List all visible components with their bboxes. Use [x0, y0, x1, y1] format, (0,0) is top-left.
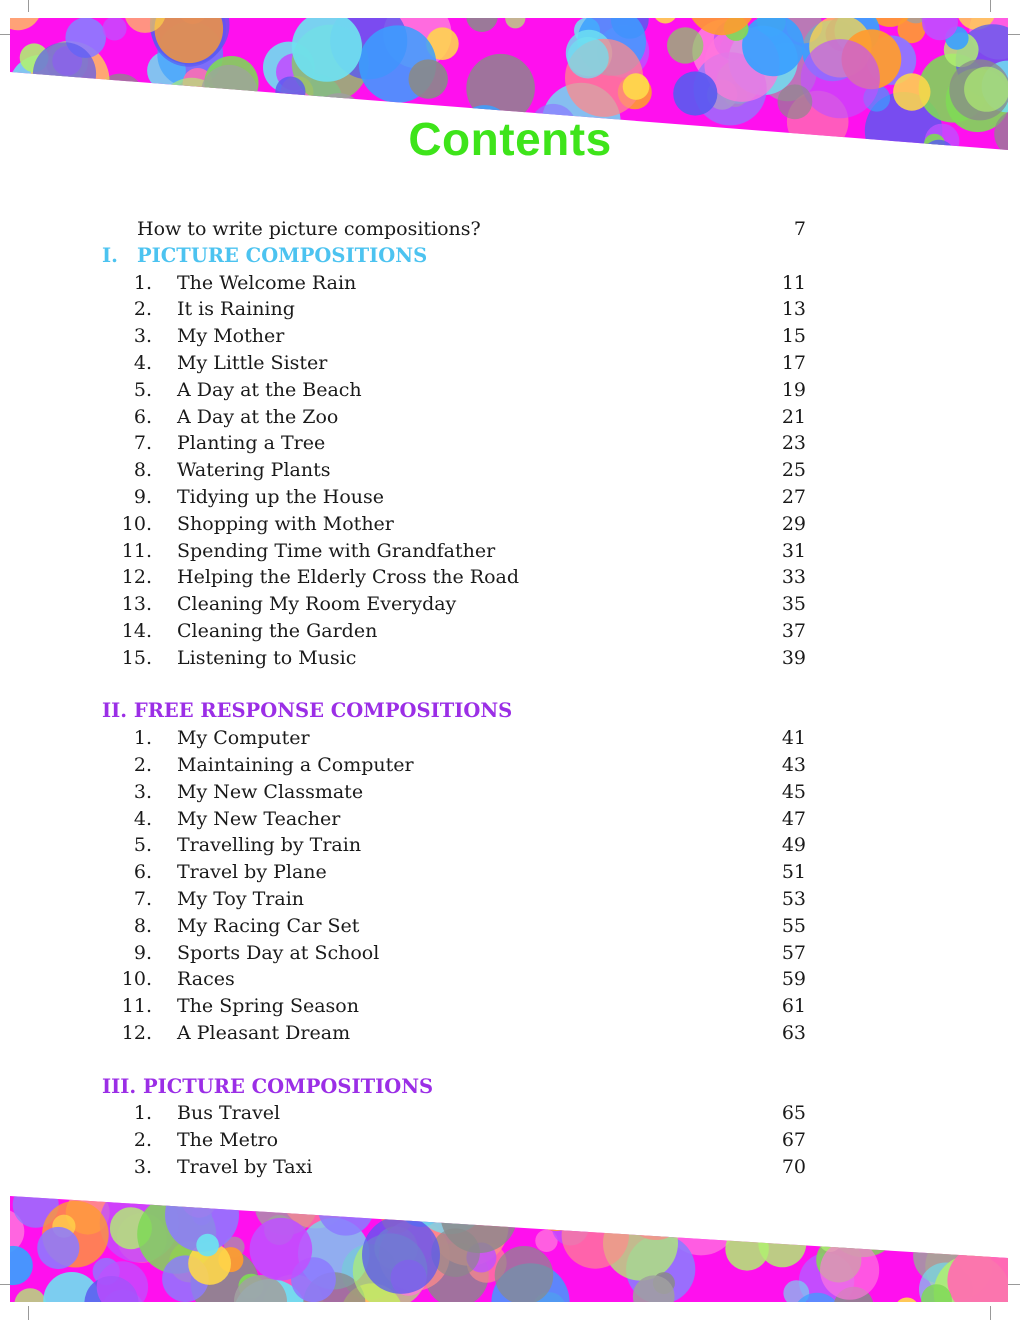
section-title: PICTURE COMPOSITIONS	[142, 1074, 434, 1098]
decorative-bubble	[570, 1190, 614, 1217]
toc-page-number: 43	[781, 753, 806, 776]
decorative-bubble	[567, 37, 609, 79]
decorative-bubble	[824, 1190, 902, 1257]
toc-entry-title: Cleaning My Room Everyday	[177, 593, 457, 616]
toc-page-number: 35	[781, 593, 806, 616]
toc-entry-number: 1.	[133, 1102, 152, 1125]
section-heading[interactable]	[0, 243, 1020, 270]
toc-entry-row[interactable]	[0, 913, 1020, 940]
section-title: PICTURE COMPOSITIONS	[137, 243, 428, 267]
toc-page-number: 13	[781, 298, 806, 321]
toc-entry-title: Listening to Music	[177, 646, 357, 669]
toc-page-number: 59	[781, 968, 806, 991]
toc-page-number: 65	[781, 1102, 806, 1125]
toc-entry-row[interactable]	[0, 993, 1020, 1020]
toc-entry-row[interactable]	[0, 725, 1020, 752]
toc-entry-row[interactable]	[0, 859, 1020, 886]
toc-entry-row[interactable]	[0, 564, 1020, 591]
decorative-bubble	[783, 1280, 809, 1306]
decorative-bubble	[893, 73, 930, 110]
toc-entry-number: 3.	[133, 325, 152, 348]
toc-entry-row[interactable]	[0, 940, 1020, 967]
decorative-bubble	[296, 1190, 322, 1207]
decorative-bubble	[742, 14, 804, 76]
toc-entry-number: 5.	[133, 378, 152, 401]
toc-page-number: 41	[781, 727, 806, 750]
toc-entry-row[interactable]	[0, 645, 1020, 672]
toc-page-number: 53	[781, 887, 806, 910]
toc-entry-row[interactable]	[0, 591, 1020, 618]
toc-page-number: 29	[781, 512, 806, 535]
toc-entry-title: Races	[177, 968, 235, 991]
toc-entry-number: 3.	[133, 780, 152, 803]
toc-entry-row[interactable]	[0, 1020, 1020, 1047]
decorative-bubble	[947, 1246, 1016, 1315]
decorative-bubble	[275, 77, 305, 107]
toc-entry-row[interactable]	[0, 404, 1020, 431]
toc-intro-row[interactable]	[0, 216, 1020, 243]
toc-entry-title: It is Raining	[177, 298, 295, 321]
bubble-pattern-bottom	[0, 1190, 1020, 1320]
toc-entry-title: A Day at the Beach	[177, 378, 362, 401]
decorative-bubble	[626, 1190, 687, 1240]
decorative-bubble	[921, 1284, 952, 1315]
decorative-bubble	[37, 1227, 79, 1269]
toc-page-number: 7	[793, 218, 806, 240]
toc-entry-number: 4.	[133, 807, 152, 830]
decorative-bubble	[355, 1190, 385, 1210]
toc-page-number: 61	[781, 995, 806, 1018]
page-title: Contents	[408, 113, 612, 165]
decorative-bubble	[673, 71, 717, 115]
toc-entry-number: 14.	[121, 619, 152, 642]
toc-entry-number: 2.	[133, 298, 152, 321]
toc-entry-title: Travelling by Train	[177, 834, 362, 857]
decorative-bubble	[97, 1261, 148, 1312]
toc-page-number: 15	[781, 325, 806, 348]
toc-entry-title: A Day at the Zoo	[177, 405, 339, 428]
section-numeral: II.	[102, 699, 128, 723]
toc-entry-number: 12.	[121, 566, 152, 589]
toc-entry-row[interactable]	[0, 1127, 1020, 1154]
toc-entry-title: My Toy Train	[177, 887, 305, 910]
decorative-bubble	[409, 59, 448, 98]
toc-entry-title: My Computer	[177, 727, 310, 750]
toc-entry-number: 9.	[133, 941, 152, 964]
toc-entry-title: The Spring Season	[177, 995, 359, 1018]
toc-entry-number: 2.	[133, 753, 152, 776]
toc-entry-title: Watering Plants	[177, 459, 331, 482]
section-numeral: III.	[102, 1074, 137, 1098]
section-heading-label	[102, 243, 427, 270]
decorative-bubble	[33, 42, 96, 105]
toc-entry-number: 7.	[133, 432, 152, 455]
section-spacer	[0, 672, 1020, 699]
toc-entry-row[interactable]	[0, 270, 1020, 297]
decorative-bubble	[15, 1288, 46, 1319]
toc-page-number: 17	[781, 351, 806, 374]
toc-entry-title: Helping the Elderly Cross the Road	[177, 566, 519, 589]
toc-entry-title: Spending Time with Grandfather	[177, 539, 496, 562]
toc-entry-number: 1.	[133, 727, 152, 750]
toc-page-number: 45	[781, 780, 806, 803]
section-heading[interactable]	[0, 698, 1020, 725]
toc-page-number: 37	[781, 619, 806, 642]
decorative-bubble	[110, 1307, 132, 1320]
toc-entry-title: My Little Sister	[177, 351, 328, 374]
decorative-bubble	[701, 1190, 742, 1213]
section-spacer	[0, 1047, 1020, 1074]
toc-page-number: 21	[781, 405, 806, 428]
toc-entry-title: Travel by Plane	[177, 861, 327, 884]
toc-entry-title: My Mother	[177, 325, 285, 348]
decorative-bubble	[53, 78, 81, 106]
toc-entry-row[interactable]	[0, 618, 1020, 645]
toc-sections	[0, 243, 1020, 1181]
toc-entry-number: 4.	[133, 351, 152, 374]
toc-entry-title: My New Classmate	[177, 780, 364, 803]
section-title: FREE RESPONSE COMPOSITIONS	[133, 699, 513, 723]
toc-page-number: 31	[781, 539, 806, 562]
decorative-bubble	[633, 1275, 675, 1317]
toc-entry-row[interactable]	[0, 1154, 1020, 1181]
toc-entry-title: My Racing Car Set	[177, 914, 360, 937]
toc-entry-row[interactable]	[0, 430, 1020, 457]
toc-entry-number: 13.	[121, 593, 152, 616]
toc-entry-title: The Welcome Rain	[177, 271, 357, 294]
decorative-bubble	[667, 27, 703, 63]
toc-entry-row[interactable]	[0, 832, 1020, 859]
toc-entry-number: 6.	[133, 861, 152, 884]
table-of-contents	[0, 216, 1020, 1181]
decorative-bubble	[964, 67, 1009, 112]
decorative-bubble	[528, 1190, 586, 1231]
toc-entry-title: Cleaning the Garden	[177, 619, 378, 642]
toc-page-number: 39	[781, 646, 806, 669]
toc-entry-row[interactable]	[0, 350, 1020, 377]
toc-entry-title: Travel by Taxi	[177, 1155, 313, 1178]
toc-entry-number: 10.	[121, 512, 152, 535]
decorative-bubble	[623, 73, 650, 100]
toc-page-number: 25	[781, 459, 806, 482]
decorative-bubble	[565, 1190, 606, 1215]
toc-entry-number: 1.	[133, 271, 152, 294]
decorative-bubble	[758, 1219, 806, 1267]
toc-page-number: 19	[781, 378, 806, 401]
toc-entry-row[interactable]	[0, 752, 1020, 779]
section-numeral: I.	[102, 243, 118, 267]
decorative-bubble	[103, 17, 127, 41]
toc-entry-row[interactable]	[0, 966, 1020, 993]
toc-entry-row[interactable]	[0, 1100, 1020, 1127]
toc-entry-title: Planting a Tree	[177, 432, 326, 455]
decorative-bubble	[495, 1246, 554, 1305]
decorative-bubble	[250, 1218, 313, 1281]
decorative-bubble	[653, 0, 677, 24]
toc-entry-number: 3.	[133, 1155, 152, 1178]
toc-entry-number: 8.	[133, 914, 152, 937]
decorative-bubble	[196, 1234, 219, 1257]
decorative-bubble	[505, 8, 525, 28]
toc-page-number: 67	[781, 1129, 806, 1152]
toc-entry-number: 10.	[121, 968, 152, 991]
toc-page-number: 55	[781, 914, 806, 937]
toc-page-number: 47	[781, 807, 806, 830]
toc-entry-title: Shopping with Mother	[177, 512, 394, 535]
decorative-bubble	[362, 1216, 440, 1294]
toc-entry-row[interactable]	[0, 296, 1020, 323]
toc-entry-row[interactable]	[0, 779, 1020, 806]
toc-entry-row[interactable]	[0, 377, 1020, 404]
decorative-bubble	[801, 39, 880, 118]
decorative-bubble	[967, 1190, 1018, 1239]
toc-entry-title: My New Teacher	[177, 807, 341, 830]
toc-page-number: 63	[781, 1021, 806, 1044]
toc-entry-number: 9.	[133, 485, 152, 508]
decorative-bubble	[922, 4, 958, 40]
decorative-bubble	[562, 1201, 629, 1268]
toc-entry-row[interactable]	[0, 484, 1020, 511]
toc-entry-row[interactable]	[0, 886, 1020, 913]
toc-page-number: 57	[781, 941, 806, 964]
toc-entry-number: 15.	[121, 646, 152, 669]
toc-entry-row[interactable]	[0, 511, 1020, 538]
toc-entry-number: 12.	[121, 1021, 152, 1044]
decorative-bubble	[466, 0, 498, 32]
toc-entry-title: Bus Travel	[177, 1102, 281, 1125]
toc-entry-row[interactable]	[0, 538, 1020, 565]
toc-entry-title: Tidying up the House	[177, 485, 384, 508]
toc-page-number: 23	[781, 432, 806, 455]
toc-entry-number: 11.	[121, 539, 152, 562]
toc-entry-title: Sports Day at School	[177, 941, 380, 964]
toc-page-number: 11	[781, 271, 806, 294]
toc-entry-row[interactable]	[0, 323, 1020, 350]
toc-page-number: 70	[781, 1155, 806, 1178]
toc-entry-title: How to write picture compositions?	[137, 218, 481, 240]
toc-page-number: 49	[781, 834, 806, 857]
toc-entry-title: A Pleasant Dream	[177, 1021, 351, 1044]
toc-page-number: 27	[781, 485, 806, 508]
toc-entry-title: Maintaining a Computer	[177, 753, 414, 776]
toc-entry-row[interactable]	[0, 806, 1020, 833]
toc-entry-number: 6.	[133, 405, 152, 428]
toc-entry-number: 5.	[133, 834, 152, 857]
decorative-bubble	[292, 12, 362, 82]
section-heading[interactable]	[0, 1074, 1020, 1101]
toc-page-number: 51	[781, 861, 806, 884]
bottom-decorative-banner	[0, 1190, 1020, 1320]
toc-page-number: 33	[781, 566, 806, 589]
decorative-bubble	[881, 1196, 916, 1231]
section-heading-label	[102, 698, 512, 725]
toc-entry-number: 8.	[133, 459, 152, 482]
toc-entry-number: 7.	[133, 887, 152, 910]
decorative-bubble	[820, 1241, 879, 1300]
decorative-bubble	[970, 1190, 1005, 1225]
toc-entry-number: 11.	[121, 995, 152, 1018]
toc-entry-title: The Metro	[177, 1129, 279, 1152]
section-heading-label	[102, 1074, 433, 1101]
toc-entry-row[interactable]	[0, 457, 1020, 484]
toc-entry-number: 2.	[133, 1129, 152, 1152]
